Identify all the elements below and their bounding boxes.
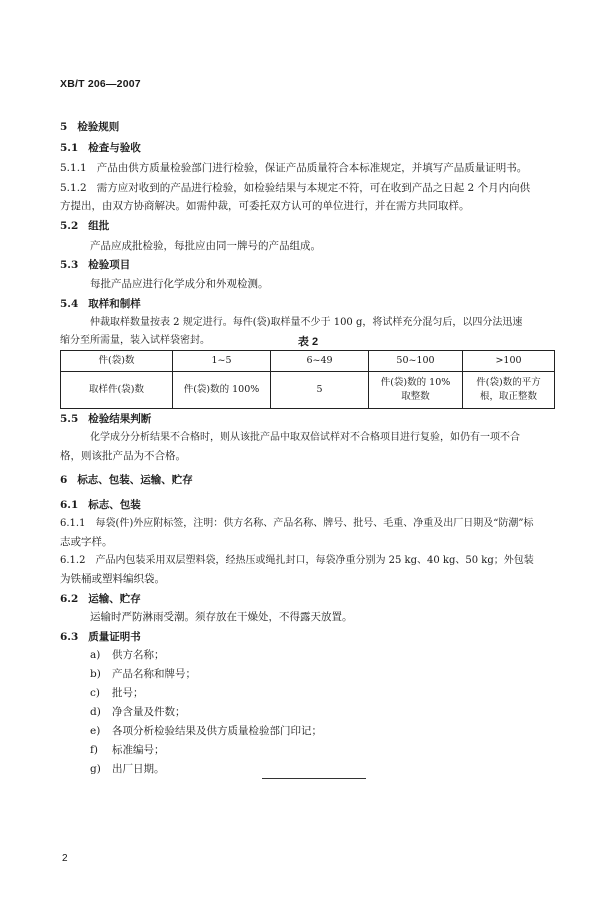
heading-section-5-3: 5.3 检验项目	[60, 259, 131, 271]
table-cell: 取样件(袋)数	[61, 372, 173, 409]
heading-section-6: 6 标志、包装、运输、贮存	[60, 474, 193, 486]
cell-line: 取整数	[401, 391, 430, 402]
list-item: b) 产品名称和牌号；	[90, 668, 196, 680]
list-item: d) 净含量及件数；	[90, 706, 186, 718]
table-2-caption: 表 2	[297, 336, 319, 348]
clause-5-1-2-line-2: 方提出，由双方协商解决。如需仲裁，可委托双方认可的单位进行，并在需方共同取样。	[60, 200, 470, 212]
clause-5-4-line-1: 仲裁取样数量按表 2 规定进行。每件(袋)取样量不少于 100 g，将试样充分混匀后，以四分法迅速	[90, 317, 523, 328]
cell-line: 件(袋)数的平方	[476, 377, 541, 388]
heading-section-6-1: 6.1 标志、包装	[60, 499, 141, 511]
table-cell	[463, 372, 555, 409]
clause-5-3-text: 每批产品应进行化学成分和外观检测。	[90, 278, 269, 290]
end-rule	[262, 778, 366, 779]
clause-6-1-2-line-2: 为铁桶或塑料编织袋。	[60, 573, 165, 585]
heading-section-5-4: 5.4 取样和制样	[60, 298, 141, 310]
heading-section-6-3: 6.3 质量证明书	[60, 631, 141, 643]
table-cell: >100	[463, 351, 555, 372]
cell-line: 件(袋)数的 10%	[380, 377, 451, 388]
list-item: f) 标准编号；	[90, 744, 165, 756]
heading-section-5-5: 5.5 检验结果判断	[60, 413, 152, 425]
clause-5-1-1: 5.1.1 产品由供方质量检验部门进行检验，保证产品质量符合本标准规定，并填写产品质量证明书。	[60, 162, 528, 174]
table-cell: 件(袋)数	[61, 351, 173, 372]
table-row	[61, 372, 555, 409]
clause-6-1-2-line-1: 6.1.2 产品内包装采用双层塑料袋，经热压或绳扎封口，每袋净重分别为 25 kg、40 kg、50 kg；外包装	[60, 555, 534, 566]
table-row	[61, 351, 555, 372]
table-2	[60, 350, 555, 409]
clause-6-1-1-line-2: 志或字样。	[60, 536, 113, 548]
heading-section-5: 5 检验规则	[60, 121, 120, 133]
table-cell: 6~49	[271, 351, 369, 372]
heading-section-5-1: 5.1 检查与验收	[60, 142, 141, 154]
table-cell: 1~5	[173, 351, 271, 372]
list-item: e) 各项分析检验结果及供方质量检验部门印记；	[90, 725, 322, 737]
clause-5-4-line-2: 缩分至所需量，装入试样袋密封。	[60, 335, 210, 346]
clause-5-2-text: 产品应成批检验，每批应由同一牌号的产品组成。	[90, 240, 321, 252]
table-cell: 50~100	[369, 351, 463, 372]
table-cell: 件(袋)数的 100%	[173, 372, 271, 409]
list-item: c) 批号；	[90, 687, 144, 699]
table-cell: 5	[271, 372, 369, 409]
standard-code: XB/T 206—2007	[60, 78, 141, 90]
page-number: 2	[62, 853, 68, 864]
clause-5-5-line-2: 格，则该批产品为不合格。	[60, 450, 186, 462]
list-item: a) 供方名称；	[90, 649, 165, 661]
heading-section-5-2: 5.2 组批	[60, 220, 110, 232]
clause-6-2-text: 运输时严防淋雨受潮。须存放在干燥处，不得露天放置。	[90, 611, 353, 623]
list-item: g) 出厂日期。	[90, 763, 165, 775]
cell-line: 根，取正整数	[479, 391, 537, 402]
clause-5-1-2-line-1: 5.1.2 需方应对收到的产品进行检验，如检验结果与本规定不符，可在收到产品之日起 2 个月内向供	[60, 182, 531, 194]
heading-section-6-2: 6.2 运输、贮存	[60, 593, 141, 605]
clause-6-1-1-line-1: 6.1.1 每袋(件)外应附标签，注明：供方名称、产品名称、牌号、批号、毛重、净重及出厂日期及“防潮”标	[60, 518, 534, 529]
clause-5-5-line-1: 化学成分分析结果不合格时，则从该批产品中取双倍试样对不合格项目进行复验，如仍有一项不合	[90, 432, 520, 443]
table-cell	[369, 372, 463, 409]
